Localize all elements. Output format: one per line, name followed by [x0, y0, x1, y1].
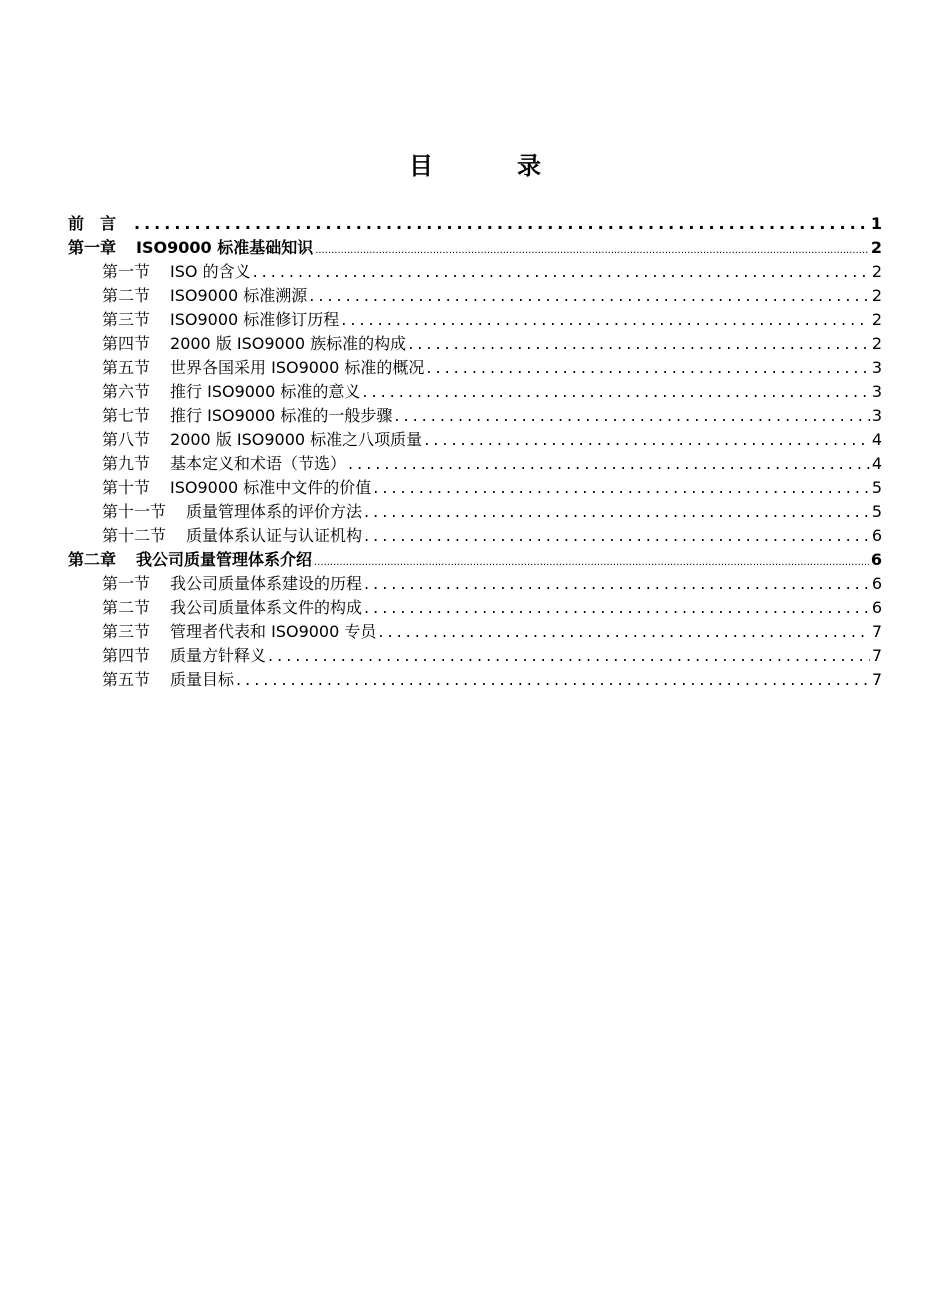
- toc-entry-preface[interactable]: [68, 212, 882, 236]
- toc-page-number: 2: [871, 310, 882, 329]
- toc-entry-number: 第一节: [102, 574, 151, 593]
- toc-entry-number: 第十二节: [102, 526, 167, 545]
- toc-entry-title: 2000 版 ISO9000 族标准的构成: [170, 334, 407, 353]
- toc-entry-number: 第十一节: [102, 502, 167, 521]
- toc-entry-number: 第三节: [102, 310, 151, 329]
- toc-dot-leader: [378, 620, 869, 644]
- toc-entry-number: 第二节: [102, 598, 151, 617]
- toc-entry-title: 2000 版 ISO9000 标准之八项质量: [170, 430, 423, 449]
- toc-page-number: 4: [871, 430, 882, 449]
- toc-entry-section[interactable]: [68, 596, 882, 620]
- toc-entry-number: 第一章: [68, 238, 117, 257]
- toc-entry-chapter-2[interactable]: [68, 548, 882, 572]
- toc-page-number: 2: [871, 262, 882, 281]
- toc-entry-section[interactable]: [68, 524, 882, 548]
- toc-entry-title: ISO 的含义: [170, 262, 251, 281]
- toc-dot-leader: [373, 476, 870, 500]
- toc-entry-number: 第十节: [102, 478, 151, 497]
- toc-dot-leader: [364, 500, 870, 524]
- toc-entry-section[interactable]: [68, 620, 882, 644]
- toc-entry-title: 推行 ISO9000 标准的一般步骤: [170, 406, 393, 425]
- toc-dot-leader: [424, 428, 870, 452]
- toc-dot-leader: [236, 668, 870, 692]
- toc-entry-title: 我公司质量体系文件的构成: [170, 598, 363, 617]
- toc-entry-title: 质量体系认证与认证机构: [186, 526, 363, 545]
- toc-entry-section[interactable]: [68, 380, 882, 404]
- toc-entry-title: 推行 ISO9000 标准的意义: [170, 382, 361, 401]
- toc-page-number: 6: [871, 574, 882, 593]
- toc-page-number: 2: [870, 238, 882, 257]
- toc-entry-number: 第三节: [102, 622, 151, 641]
- toc-entry-title: ISO9000 标准溯源: [170, 286, 308, 305]
- toc-entry-title: 质量管理体系的评价方法: [186, 502, 363, 521]
- toc-entry-section[interactable]: [68, 332, 882, 356]
- toc-entry-section[interactable]: [68, 572, 882, 596]
- toc-entry-number: 第五节: [102, 670, 151, 689]
- toc-page-number: 1: [870, 214, 882, 233]
- toc-entry-section[interactable]: [68, 404, 882, 428]
- toc-entry-number: 第八节: [102, 430, 151, 449]
- toc-entry-number: 第九节: [102, 454, 151, 473]
- toc-page-number: 6: [870, 550, 882, 569]
- toc-entry-title: 我公司质量体系建设的历程: [170, 574, 363, 593]
- toc-entry-title: 质量目标: [170, 670, 235, 689]
- toc-dot-leader: [134, 212, 869, 236]
- toc-dot-leader: [408, 332, 870, 356]
- toc-entry-number: 前言: [68, 214, 133, 233]
- page-title: 目 录: [409, 152, 571, 180]
- toc-entry-section[interactable]: [68, 260, 882, 284]
- toc-page-number: 2: [871, 334, 882, 353]
- toc-entry-number: 第一节: [102, 262, 151, 281]
- toc-entry-number: 第四节: [102, 334, 151, 353]
- toc-entry-title: 我公司质量管理体系介绍: [136, 550, 313, 569]
- toc-page-number: 7: [871, 646, 882, 665]
- toc-dot-leader: [268, 644, 870, 668]
- toc-page-number: 4: [871, 454, 882, 473]
- toc-entry-title: ISO9000 标准中文件的价值: [170, 478, 372, 497]
- toc-page-number: 3: [871, 406, 882, 425]
- table-of-contents: [68, 212, 882, 692]
- toc-entry-title: 质量方针释义: [170, 646, 267, 665]
- toc-dot-leader: [341, 308, 870, 332]
- toc-dot-leader: [309, 284, 870, 308]
- toc-entry-section[interactable]: [68, 356, 882, 380]
- toc-entry-number: 第七节: [102, 406, 151, 425]
- toc-entry-section[interactable]: [68, 644, 882, 668]
- toc-entry-title: ISO9000 标准基础知识: [136, 238, 314, 257]
- toc-entry-section[interactable]: [68, 476, 882, 500]
- toc-entry-section[interactable]: [68, 452, 882, 476]
- toc-page-number: 2: [871, 286, 882, 305]
- toc-dot-leader: [364, 524, 870, 548]
- toc-entry-section[interactable]: [68, 500, 882, 524]
- toc-page-number: 6: [871, 526, 882, 545]
- toc-entry-number: 第二节: [102, 286, 151, 305]
- toc-entry-title: 世界各国采用 ISO9000 标准的概况: [170, 358, 425, 377]
- toc-page-number: 3: [871, 382, 882, 401]
- toc-dot-leader: [364, 596, 870, 620]
- toc-entry-title: 基本定义和术语（节选）: [170, 454, 347, 473]
- toc-page-number: 5: [871, 478, 882, 497]
- toc-page-number: 7: [871, 670, 882, 689]
- toc-page-number: 3: [871, 358, 882, 377]
- toc-entry-number: 第五节: [102, 358, 151, 377]
- toc-entry-section[interactable]: [68, 284, 882, 308]
- toc-dot-leader: [394, 404, 869, 428]
- toc-page-number: 5: [871, 502, 882, 521]
- toc-page-number: 7: [871, 622, 882, 641]
- toc-dot-leader: [426, 356, 869, 380]
- toc-dot-leader: [362, 380, 869, 404]
- toc-entry-number: 第二章: [68, 550, 117, 569]
- toc-entry-section[interactable]: [68, 668, 882, 692]
- toc-entry-section[interactable]: [68, 428, 882, 452]
- toc-page-number: 6: [871, 598, 882, 617]
- toc-dot-leader: [253, 260, 870, 284]
- toc-entry-number: 第四节: [102, 646, 151, 665]
- toc-entry-title: ISO9000 标准修订历程: [170, 310, 340, 329]
- toc-entry-section[interactable]: [68, 308, 882, 332]
- toc-dot-leader: [364, 572, 870, 596]
- toc-dot-leader: [348, 452, 870, 476]
- toc-entry-chapter-1[interactable]: [68, 236, 882, 260]
- toc-entry-title: 管理者代表和 ISO9000 专员: [170, 622, 377, 641]
- toc-entry-number: 第六节: [102, 382, 151, 401]
